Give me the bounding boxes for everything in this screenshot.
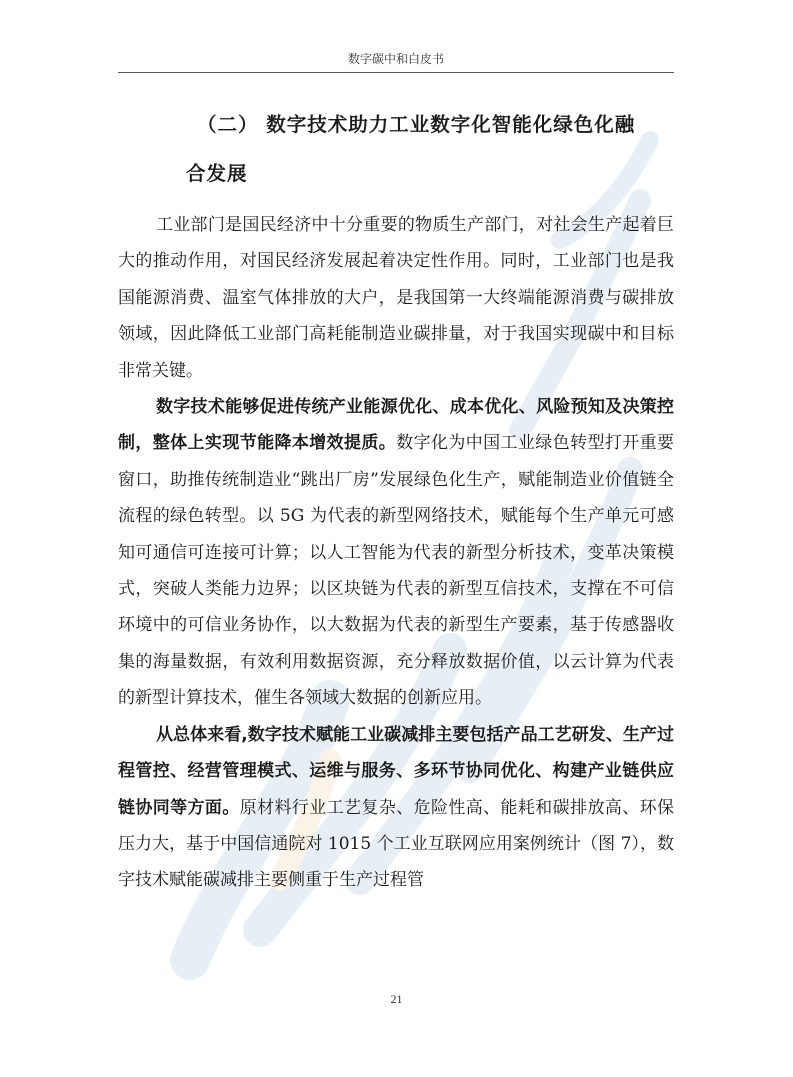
paragraph-3-text: 原材料行业工艺复杂、危险性高、能耗和碳排放高、环保压力大，基于中国信通院对 1015 个工业互联网应用案例统计（图 7），数字技术赋能碳减排主要侧重于生产过程管	[118, 797, 675, 891]
paragraph-1	[118, 207, 674, 389]
page-number: 21	[390, 992, 403, 1006]
section-heading-line1: （二） 数字技术助力工业数字化智能化绿色化融	[197, 113, 636, 136]
paragraph-2-text: 数字化为中国工业绿色转型打开重要窗口，助推传统制造业“跳出厂房”发展绿色化生产，赋能制造业价值链全流程的绿色转型。以 5G 为代表的新型网络技术，赋能每个生产单元可感知可通信可连接可计算；以人工智能为代表的新型分析技术，变革决策模式，突破人类能力边界；以区块链为代表的新型互信技术，支撑在不可信环境中的可信业务协作，以大数据为代表的新型生产要素，基于传感器收集的海量数据，有效利用数据资源，充分释放数据价值，以云计算为代表的新型计算技术，催生各领域大数据的创新应用。	[118, 433, 675, 709]
paragraph-2	[118, 389, 674, 717]
running-header: 数字碳中和白皮书	[347, 52, 444, 66]
paragraph-3-bold: 从总体来看,数字技术赋能工业碳减排主要包括产品工艺研发、生产过程管控、经营管理模式、运维与服务、多环节协同优化、构建产业链供应链协同等方面。	[118, 724, 674, 818]
section-heading-line2: 合发展	[186, 162, 248, 185]
paragraph-3	[118, 717, 674, 899]
body-text	[118, 207, 674, 899]
paragraph-1-text: 工业部门是国民经济中十分重要的物质生产部门，对社会生产起着巨大的推动作用，对国民经济发展起着决定性作用。同时，工业部门也是我国能源消费、温室气体排放的大户，是我国第一大终端能源消费与碳排放领域，因此降低工业部门高耗能制造业碳排量，对于我国实现碳中和目标非常关键。	[118, 215, 674, 381]
paragraph-2-bold: 数字技术能够促进传统产业能源优化、成本优化、风险预知及决策控制，整体上实现节能降本增效提质。	[118, 397, 674, 454]
header-divider	[118, 72, 674, 73]
